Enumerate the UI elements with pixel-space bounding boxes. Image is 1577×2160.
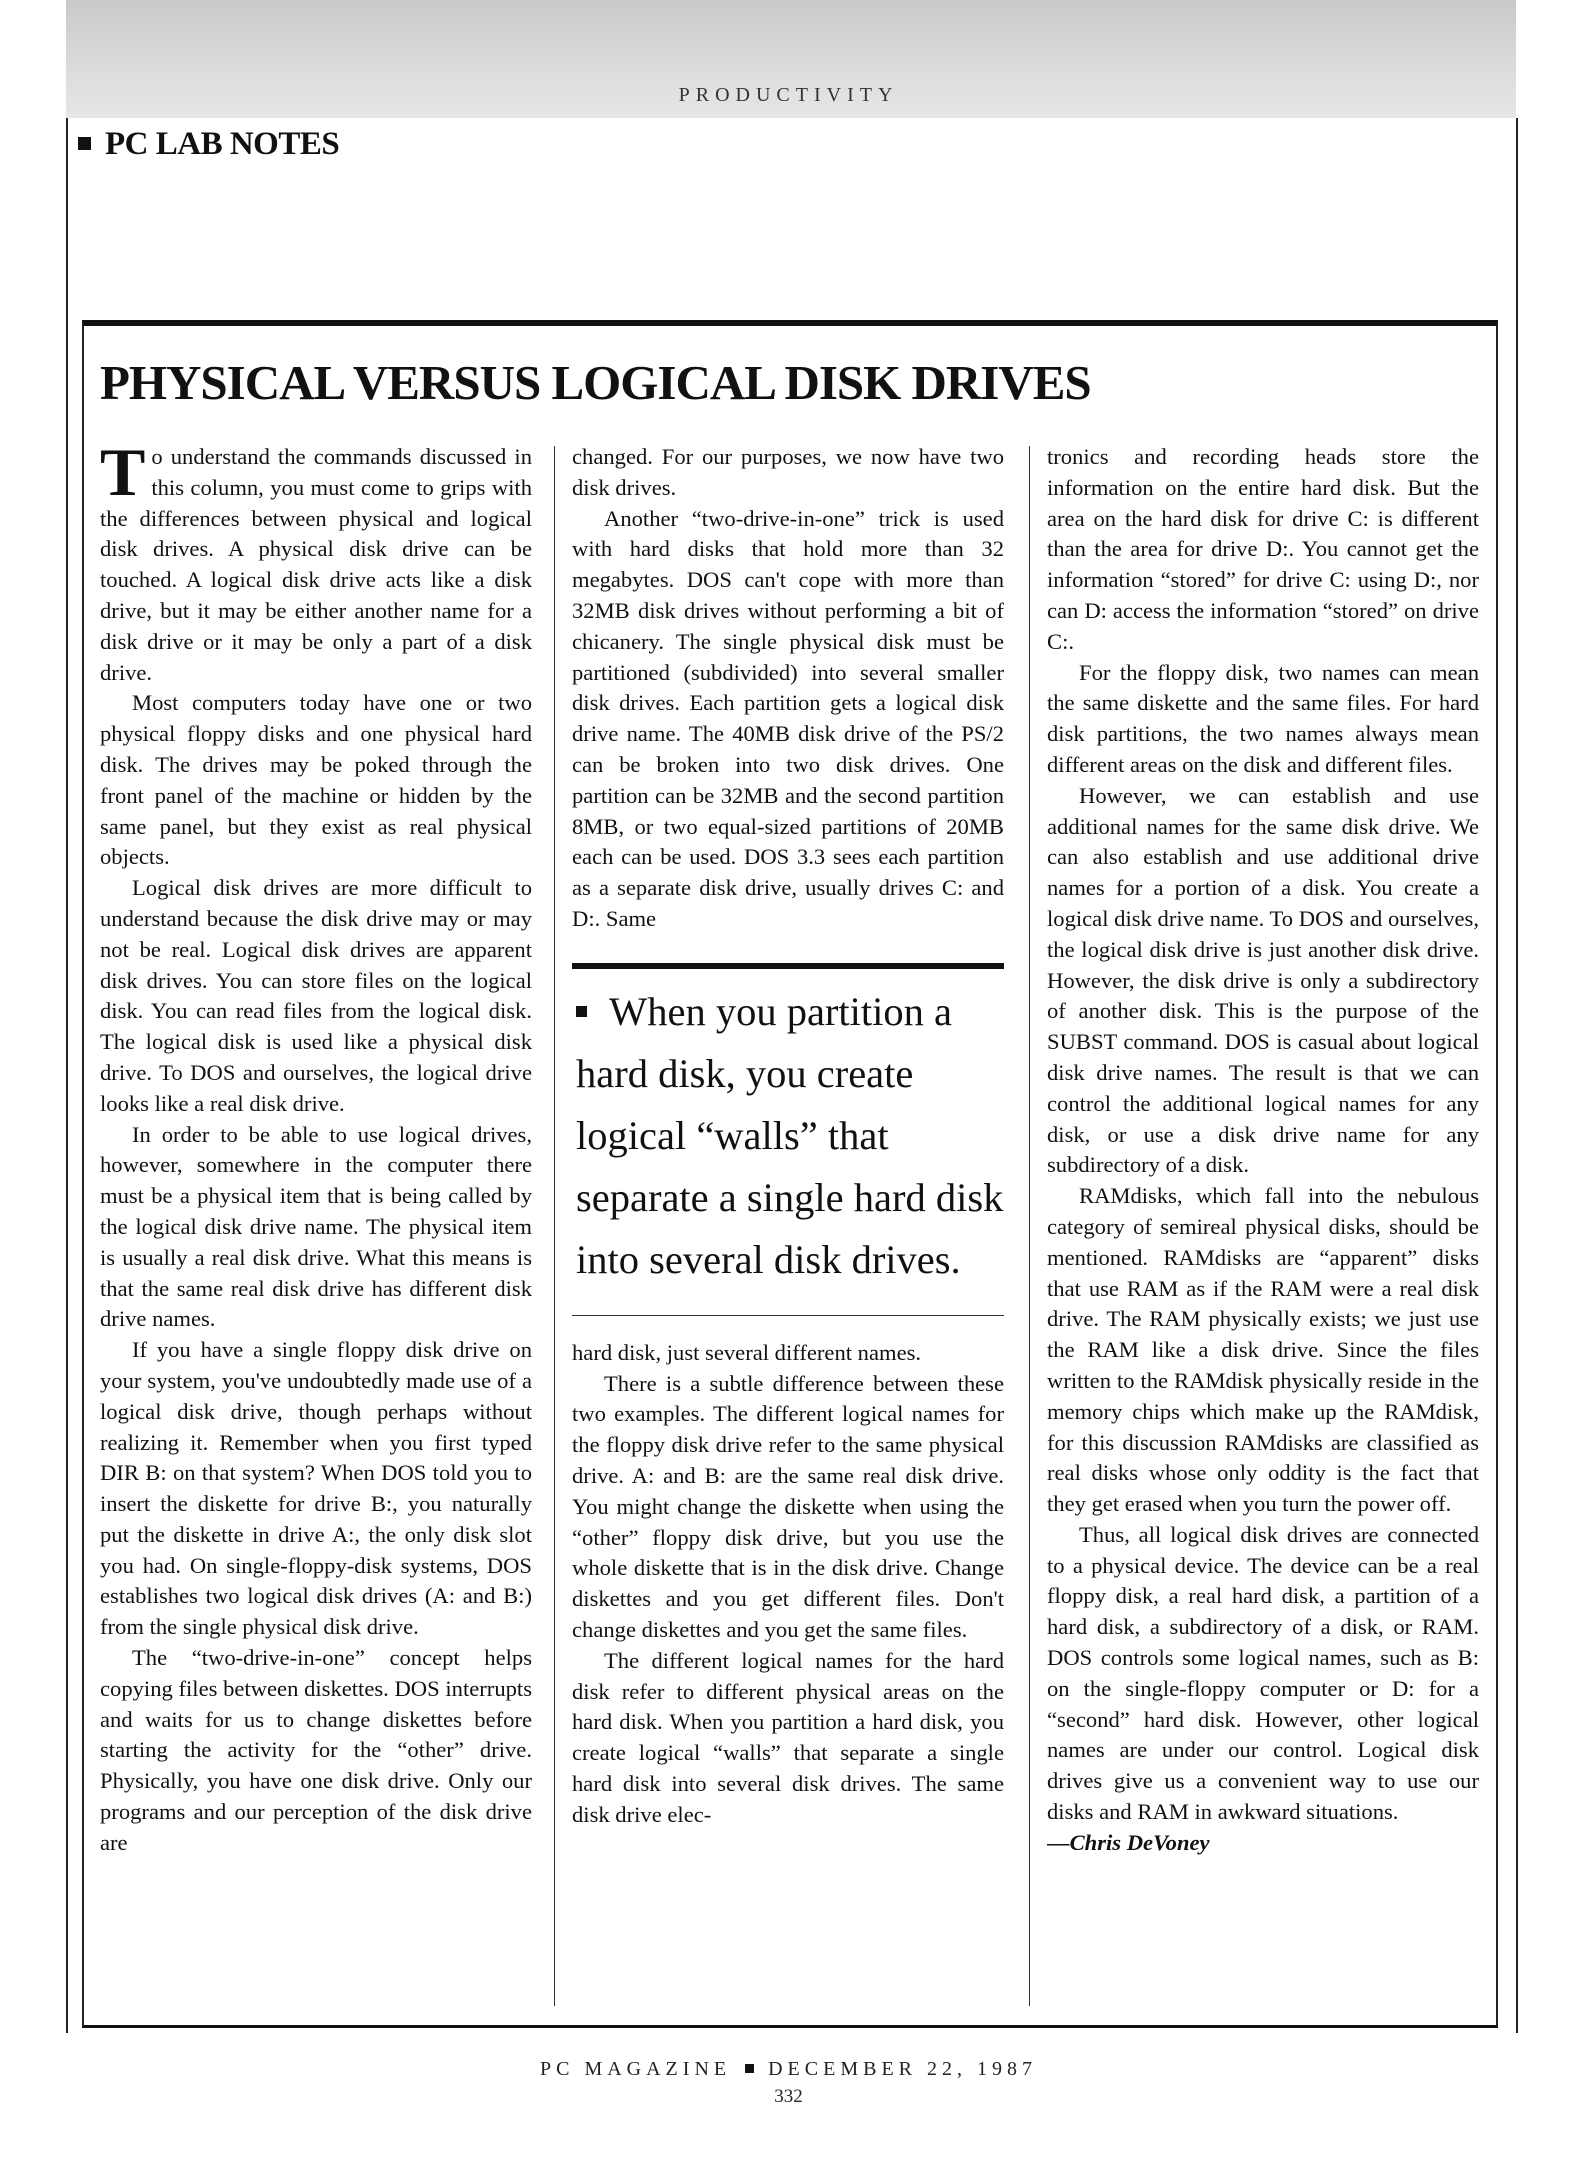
pull-quote bbox=[572, 963, 1004, 1316]
paragraph: There is a subtle difference between these two examples. The different logical names for the floppy disk drive refer to the same physical drive. A: and B: are the same real disk drive. You might change the diskette when using the “other” floppy disk drive, but you use the whole diskette that is in the disk drive. Change diskettes and you get different files. Don't change diskettes and you get the same files. bbox=[572, 1370, 1004, 1642]
page-footer bbox=[0, 2058, 1577, 2081]
column-2 bbox=[572, 442, 1004, 2002]
paragraph: changed. For our purposes, we now have two disk drives. bbox=[572, 444, 1004, 500]
paragraph: Logical disk drives are more difficult to understand because the disk drive may or may not be real. Logical disk drives are apparent disk drives. You can store files on the logical disk. You can read files from the logical disk. The logical disk is used like a physical disk drive. To DOS and ourselves, the logical drive looks like a real disk drive. bbox=[100, 875, 532, 1116]
paragraph: The “two-drive-in-one” concept helps copying files between diskettes. DOS interrupts and waits for us to change diskettes before starting the activity for the “other” drive. Physically, you have one disk drive. Only our programs and our perception of the disk drive are bbox=[100, 1645, 532, 1855]
issue-date: DECEMBER 22, 1987 bbox=[768, 2058, 1038, 2080]
publication-name: PC MAGAZINE bbox=[539, 2058, 732, 2080]
section-label: PRODUCTIVITY bbox=[678, 84, 899, 106]
paragraph: tronics and recording heads store the information on the entire hard disk. But the area on the hard disk for drive C: is different than the area for drive D:. You cannot get the information “stored” for drive C: using D:, nor can D: access the information “stored” on drive C:. bbox=[1047, 444, 1479, 654]
column-1 bbox=[100, 442, 532, 2002]
bullet-square-icon bbox=[576, 1006, 587, 1017]
column-name bbox=[78, 126, 339, 163]
left-page-rule bbox=[66, 118, 68, 2033]
drop-cap: T bbox=[100, 442, 146, 510]
paragraph: If you have a single floppy disk drive on your system, you've undoubtedly made use of a logical disk drive, though perhaps without realizing it. Remember when you first typed DIR B: on that system? When DOS told you to insert the diskette for drive B:, you naturally put the diskette in drive A:, the only disk slot you had. On single-floppy-disk systems, DOS establishes two logical disk drives (A: and B:) from the single physical disk drive. bbox=[100, 1337, 532, 1640]
paragraph: The different logical names for the hard disk refer to different physical areas on the hard disk. When you partition a hard disk, you create logical “walls” that separate a single hard disk into several disk drives. The same disk drive elec- bbox=[572, 1647, 1004, 1827]
right-page-rule bbox=[1516, 118, 1518, 2033]
paragraph: Thus, all logical disk drives are connected to a physical device. The device can be a real floppy disk, a real hard disk, a partition of a hard disk, a subdirectory of a disk, or RAM. DOS controls some logical names, such as B: on the single-floppy computer or D: for a “second” hard disk. However, other logical names are under our control. Logical disk drives give us a convenient way to use our disks and RAM in awkward situations. bbox=[1047, 1521, 1479, 1825]
paragraph: For the floppy disk, two names can mean the same diskette and the same files. For hard disk partitions, the two names always mean different areas on the disk and different files. bbox=[1047, 659, 1479, 777]
paragraph: In order to be able to use logical drives, however, somewhere in the computer there must be a physical item that is being called by the logical disk drive name. The physical item is usually a real disk drive. What this means is that the same real disk drive has different disk drive names. bbox=[100, 1121, 532, 1332]
article-title: PHYSICAL VERSUS LOGICAL DISK DRIVES bbox=[100, 355, 1091, 410]
pull-quote-text: When you partition a hard disk, you create logical “walls” that separate a single hard disk into several disk drives. bbox=[576, 988, 1004, 1282]
bullet-square-icon bbox=[745, 2064, 754, 2073]
column-divider bbox=[1029, 446, 1030, 2006]
paragraph: RAMdisks, which fall into the nebulous category of semireal physical disks, should be mentioned. RAMdisks are “apparent” disks that use RAM as if the RAM were a real disk drive. The RAM physically exists; we just use the RAM like a disk drive. Since the files written to the RAMdisk physically reside in the memory chips which make up the RAMdisk, for this discussion RAMdisks are classified as real disks whose only oddity is the fact that they get erased when you turn the power off. bbox=[1047, 1183, 1479, 1517]
paragraph: However, we can establish and use additional names for the same disk drive. We can also establish and use additional drive names for a portion of a disk. You create a logical disk drive name. To DOS and ourselves, the logical disk drive is just another disk drive. However, the disk drive is only a subdirectory of another disk. This is the purpose of the SUBST command. DOS is casual about logical disk drive names. The result is that we can control the additional logical names for any disk, or use a disk drive name for any subdirectory of a disk. bbox=[1047, 782, 1479, 1178]
author-signature: —Chris DeVoney bbox=[1047, 1829, 1210, 1855]
bullet-square-icon bbox=[78, 137, 91, 150]
column-name-text: PC LAB NOTES bbox=[105, 126, 340, 162]
page-number: 332 bbox=[774, 2086, 803, 2107]
paragraph: Most computers today have one or two physical floppy disks and one physical hard disk. The drives may be poked through the front panel of the machine or hidden by the same panel, but they exist as real physical objects. bbox=[100, 690, 532, 870]
article-box bbox=[82, 320, 1498, 2028]
column-3 bbox=[1047, 442, 1479, 2002]
paragraph: To understand the commands discussed in this column, you must come to grips with the differences between physical and logical disk drives. A physical disk drive can be touched. A logical disk drive acts like a disk drive, but it may be either another name for a disk drive or it may be only a part of a disk drive. bbox=[100, 442, 532, 685]
column-divider bbox=[554, 446, 555, 2006]
paragraph: hard disk, just several different names. bbox=[572, 1339, 922, 1365]
paragraph: Another “two-drive-in-one” trick is used with hard disks that hold more than 32 megabytes. DOS can't cope with more than 32MB disk drives without performing a bit of chicanery. The single physical disk must be partitioned (subdivided) into several smaller disk drives. Each partition gets a logical disk drive name. The 40MB disk drive of the PS/2 can be broken into two disk drives. One partition can be 32MB and the second partition 8MB, or two equal-sized partitions of 20MB each can be used. DOS 3.3 sees each partition as a separate disk drive, usually drives C: and D:. Same bbox=[572, 505, 1004, 931]
